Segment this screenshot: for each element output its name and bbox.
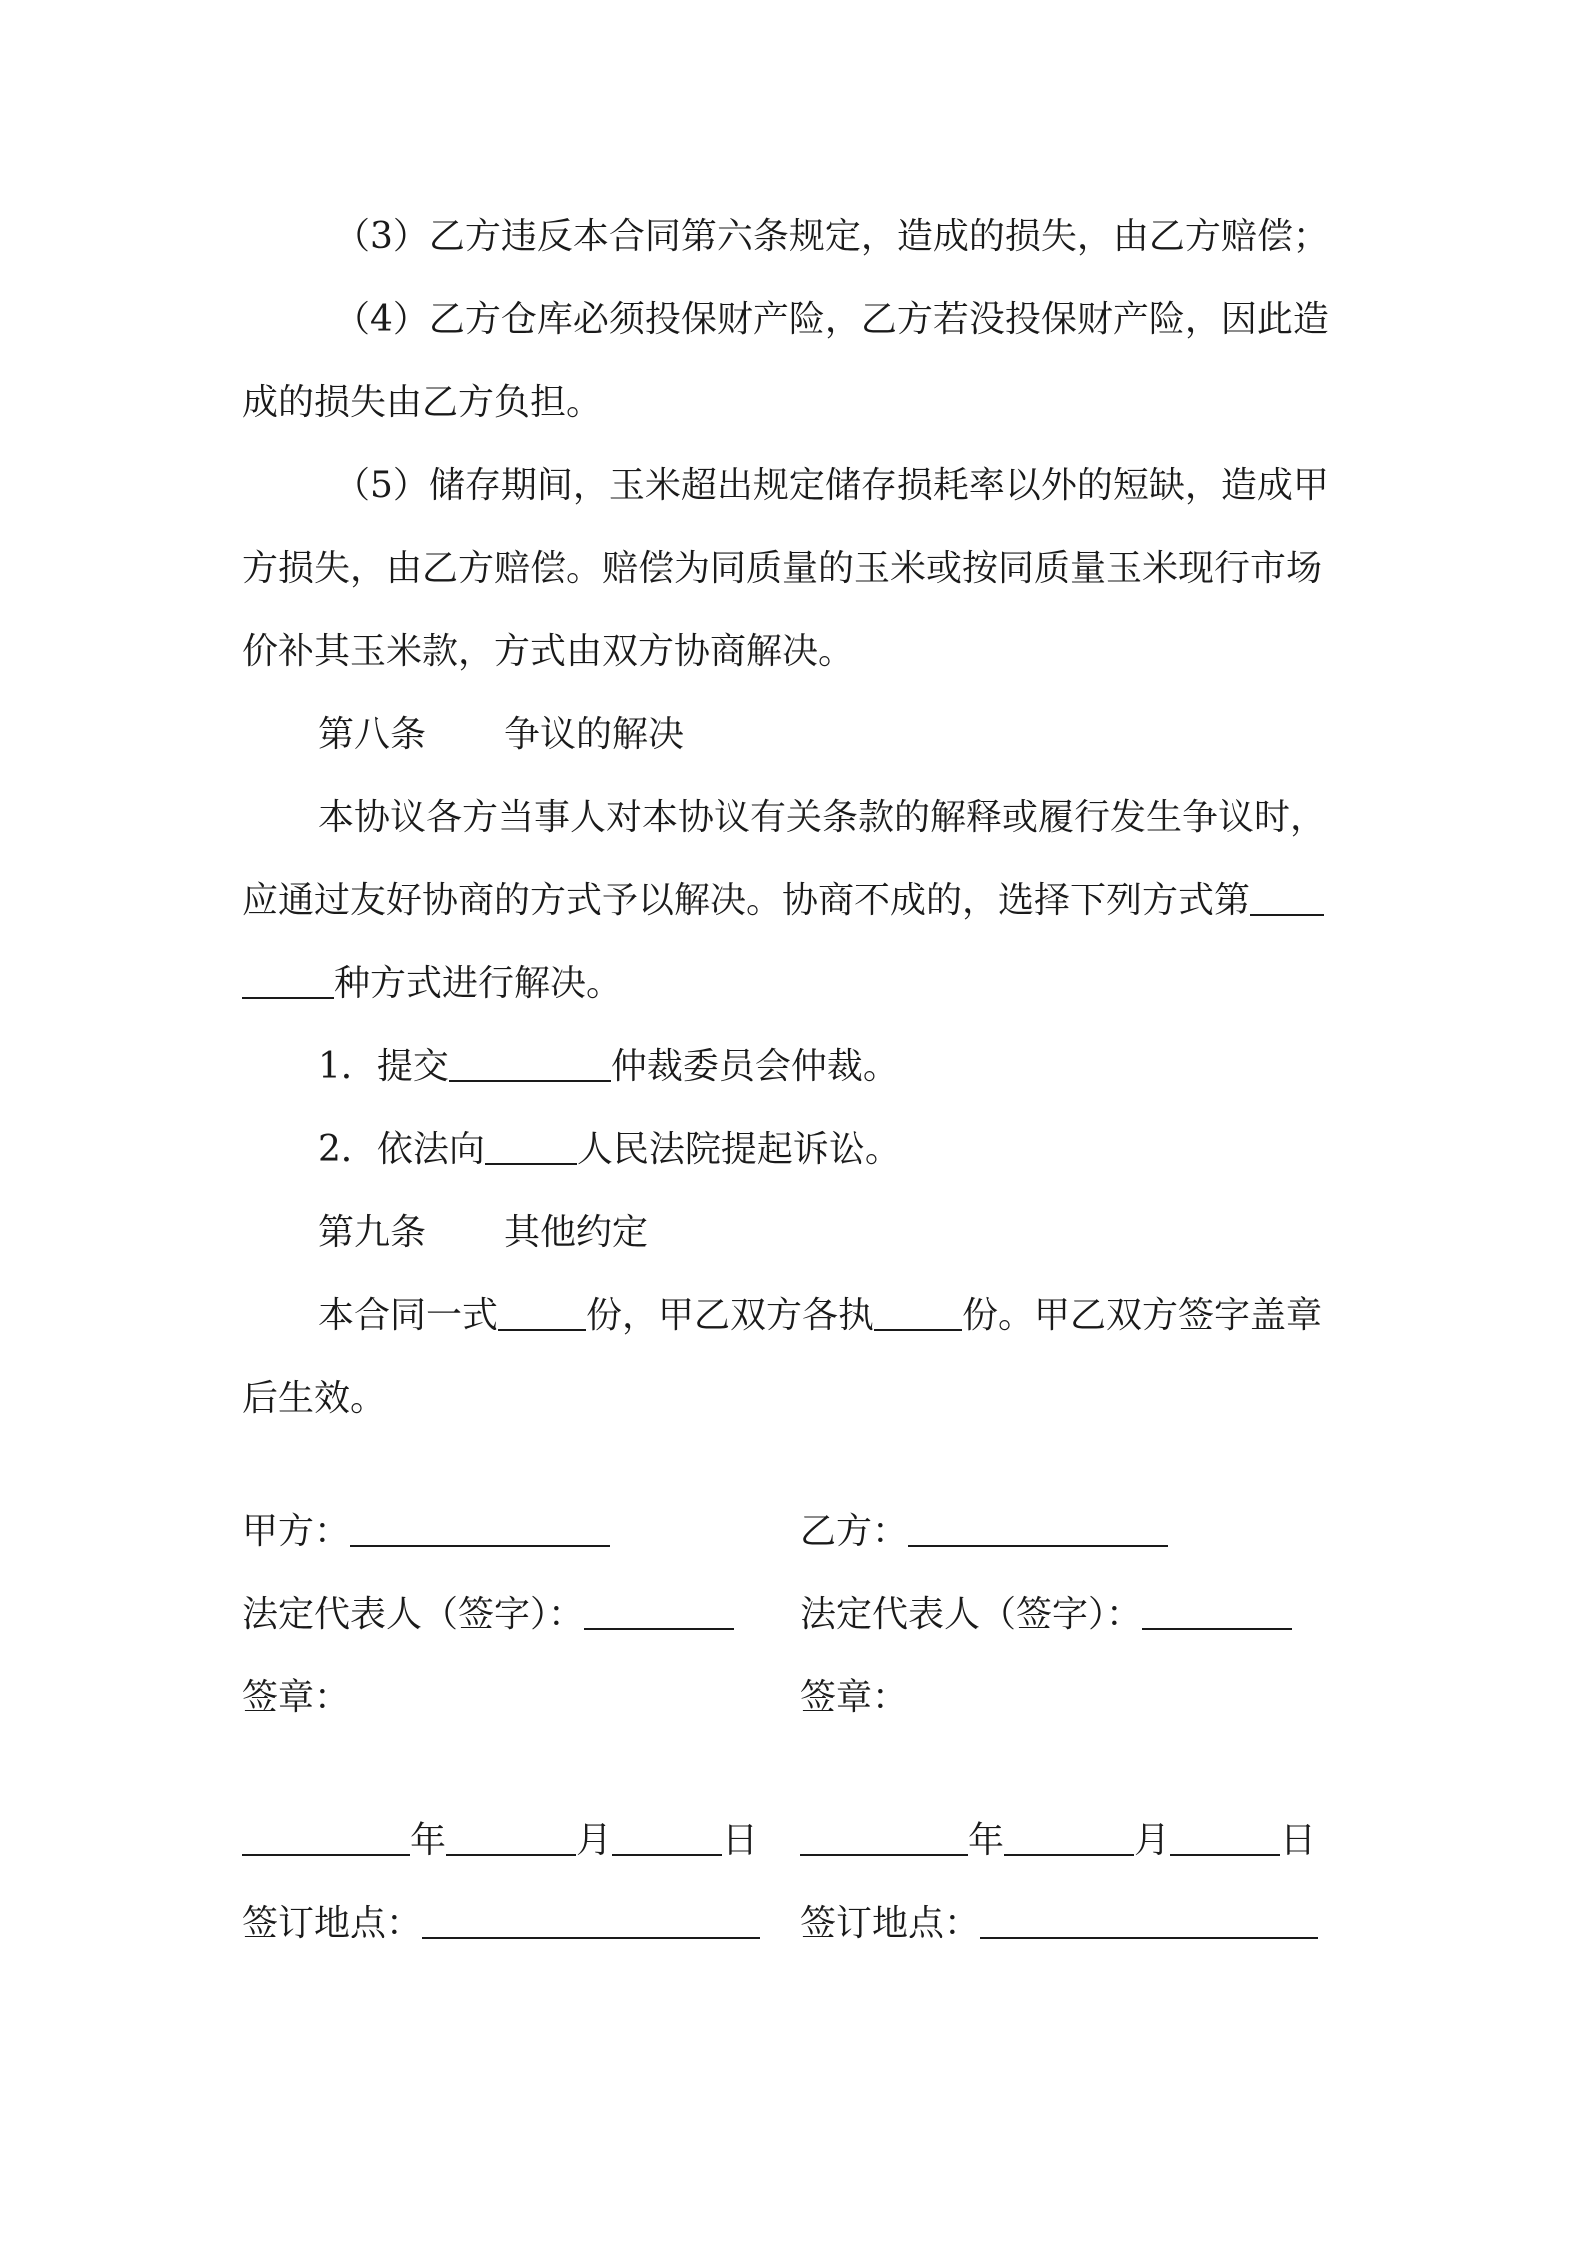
party-b-place-label: 签订地点： — [800, 1903, 981, 1944]
court-blank[interactable] — [485, 1127, 577, 1165]
clause8-heading — [318, 711, 684, 759]
arbitration-committee-blank[interactable] — [449, 1044, 611, 1082]
party-b-legal-rep-row — [800, 1591, 1292, 1639]
method-choice-blank-a[interactable] — [1250, 878, 1324, 916]
party-b-month-blank[interactable] — [1004, 1818, 1134, 1856]
party-b-legal-rep-label: 法定代表人（签字）： — [800, 1594, 1143, 1635]
party-b-place-blank[interactable] — [980, 1901, 1318, 1939]
method-choice-blank-b[interactable] — [242, 961, 334, 999]
clause9-part1: 本合同一式 — [318, 1295, 499, 1336]
party-b-place-row — [800, 1900, 1318, 1948]
party-b-label: 乙方： — [800, 1511, 909, 1552]
party-b-month-label: 月 — [1134, 1820, 1171, 1861]
party-a-legal-rep-row — [242, 1591, 734, 1639]
copies-total-blank[interactable] — [498, 1293, 586, 1331]
clause8-number: 第八条 — [318, 714, 427, 755]
clause9-title: 其他约定 — [504, 1212, 649, 1253]
party-a-place-label: 签订地点： — [242, 1903, 423, 1944]
option1-prefix: 1．提交 — [318, 1046, 449, 1087]
party-a-year-label: 年 — [410, 1820, 447, 1861]
clause7-item5-line3: 价补其玉米款，方式由双方协商解决。 — [242, 631, 855, 672]
clause9-para-line1 — [318, 1292, 1322, 1340]
clause8-title: 争议的解决 — [504, 714, 685, 755]
party-b-year-blank[interactable] — [800, 1818, 968, 1856]
clause7-item4-line1: （4）乙方仓库必须投保财产险，乙方若没投保财产险，因此造 — [334, 299, 1329, 340]
clause8-para-line3 — [242, 960, 622, 1008]
party-a-date-row — [242, 1817, 758, 1865]
option2-prefix: 2．依法向 — [318, 1129, 485, 1170]
party-b-seal-label: 签章： — [800, 1677, 909, 1718]
clause9-heading — [318, 1209, 648, 1257]
party-a-place-row — [242, 1900, 760, 1948]
copies-each-blank[interactable] — [874, 1293, 962, 1331]
party-a-legal-rep-blank[interactable] — [584, 1592, 734, 1630]
clause8-para-line2-text: 应通过友好协商的方式予以解决。协商不成的，选择下列方式第 — [242, 880, 1251, 921]
party-b-day-label: 日 — [1280, 1820, 1317, 1861]
party-b-date-row — [800, 1817, 1316, 1865]
clause8-para-line3-text: 种方式进行解决。 — [334, 963, 623, 1004]
party-a-label: 甲方： — [242, 1511, 351, 1552]
party-b-year-label: 年 — [968, 1820, 1005, 1861]
party-a-row — [242, 1508, 610, 1556]
clause7-item5-line1: （5）储存期间，玉米超出规定储存损耗率以外的短缺，造成甲 — [334, 465, 1329, 506]
party-b-day-blank[interactable] — [1170, 1818, 1280, 1856]
party-a-place-blank[interactable] — [422, 1901, 760, 1939]
clause9-part2: 份，甲乙双方各执 — [586, 1295, 875, 1336]
party-a-legal-rep-label: 法定代表人（签字）： — [242, 1594, 585, 1635]
clause8-option1 — [318, 1043, 899, 1091]
clause9-para-line2: 后生效。 — [242, 1378, 387, 1419]
option1-suffix: 仲裁委员会仲裁。 — [610, 1046, 899, 1087]
party-b-legal-rep-blank[interactable] — [1142, 1592, 1292, 1630]
party-a-month-label: 月 — [576, 1820, 613, 1861]
party-a-month-blank[interactable] — [446, 1818, 576, 1856]
clause8-para-line1: 本协议各方当事人对本协议有关条款的解释或履行发生争议时， — [318, 797, 1327, 838]
party-b-name-blank[interactable] — [908, 1509, 1168, 1547]
clause8-para-line2 — [242, 877, 1324, 925]
clause9-part3: 份。甲乙双方签字盖章 — [962, 1295, 1323, 1336]
clause8-option2 — [318, 1126, 901, 1174]
party-b-row — [800, 1508, 1168, 1556]
clause7-item4-line2: 成的损失由乙方负担。 — [242, 382, 603, 423]
party-a-seal-label: 签章： — [242, 1677, 351, 1718]
clause7-item5-line2: 方损失，由乙方赔偿。赔偿为同质量的玉米或按同质量玉米现行市场 — [242, 548, 1323, 589]
party-a-year-blank[interactable] — [242, 1818, 410, 1856]
party-a-name-blank[interactable] — [350, 1509, 610, 1547]
clause9-number: 第九条 — [318, 1212, 427, 1253]
party-a-day-label: 日 — [722, 1820, 759, 1861]
clause7-item3: （3）乙方违反本合同第六条规定，造成的损失，由乙方赔偿； — [334, 216, 1329, 257]
option2-suffix: 人民法院提起诉讼。 — [576, 1129, 901, 1170]
party-a-day-blank[interactable] — [612, 1818, 722, 1856]
